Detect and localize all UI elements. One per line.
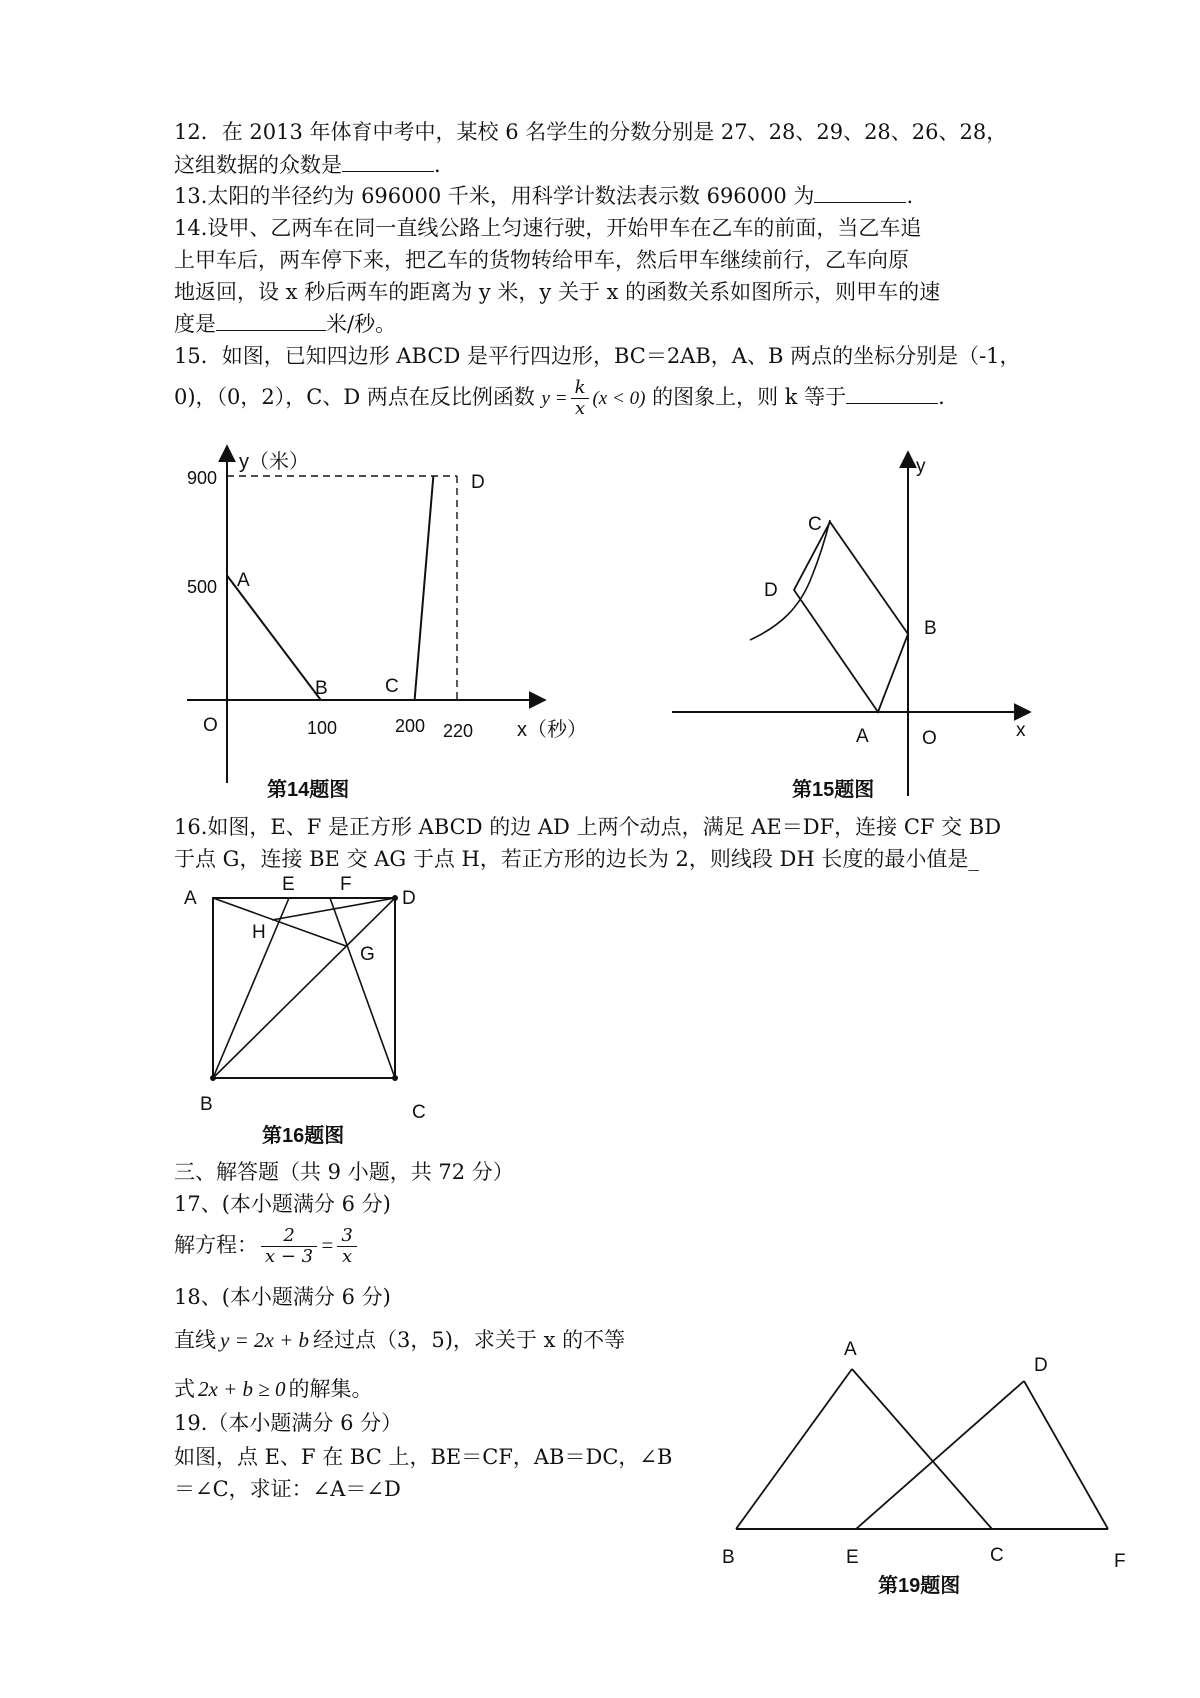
q15-frac-den: x	[571, 398, 590, 419]
q14-answer-blank[interactable]	[216, 310, 326, 331]
fig16-label-H: H	[252, 922, 266, 943]
fig16-label-E: E	[282, 874, 295, 895]
q12-line2-text: 这组数据的众数是	[174, 153, 342, 177]
fig14-point-D: D	[471, 472, 485, 493]
fig14-tick-900: 900	[187, 468, 218, 488]
fig16-BE	[213, 898, 289, 1078]
fig19-label-B: B	[722, 1547, 735, 1568]
q15-fraction	[571, 378, 590, 419]
q13-text: 13.太阳的半径约为 696000 千米，用科学计数法表示数 696000 为	[174, 184, 815, 208]
fig14-point-A: A	[237, 570, 250, 591]
figure-15	[670, 448, 1055, 808]
q17-prefix: 解方程：	[174, 1233, 258, 1257]
q17-left-fraction	[261, 1226, 317, 1267]
fig19-AB	[736, 1369, 852, 1529]
fig16-label-A: A	[184, 888, 197, 909]
fig14-caption: 第14题图	[267, 779, 350, 801]
q13-end: .	[906, 184, 914, 208]
q15-line2	[174, 378, 945, 419]
fig19-label-E: E	[846, 1547, 859, 1568]
q15-line2-text: 0)，（0，2），C、D 两点在反比例函数	[174, 385, 535, 409]
fig19-AC	[852, 1369, 992, 1529]
q18-l2a: 式	[174, 1377, 195, 1401]
q18-eq2: 2x + b ≥ 0	[198, 1377, 286, 1401]
figure-16	[180, 868, 460, 1153]
q13-answer-blank[interactable]	[814, 182, 906, 203]
q18-header: 18、(本小题满分 6 分)	[174, 1285, 391, 1309]
q14-line4	[174, 310, 396, 338]
fig16-label-B: B	[200, 1094, 213, 1115]
q16-line2: 于点 G，连接 BE 交 AG 于点 H，若正方形的边长为 2，则线段 DH 长度的最小值是_	[174, 847, 979, 871]
q13-line	[174, 182, 913, 210]
fig15-hyperbola	[750, 520, 830, 640]
fig16-AG	[213, 898, 346, 946]
fig16-point-B-dot	[210, 1075, 216, 1081]
q19-line1: 如图，点 E、F 在 BC 上，BE＝CF，AB＝DC，∠B	[174, 1445, 673, 1469]
fig14-x-axis-label: x（秒）	[517, 719, 587, 741]
q17-right-den: x	[337, 1246, 356, 1267]
q19-header: 19.（本小题满分 6 分）	[174, 1411, 403, 1435]
q12-line1: 12．在 2013 年体育中考中，某校 6 名学生的分数分别是 27、28、29、28、26、28，	[174, 120, 1008, 144]
q17-header: 17、(本小题满分 6 分)	[174, 1192, 391, 1216]
q15-line2-rest: 的图象上，则 k 等于	[652, 385, 847, 409]
figure-14	[175, 438, 587, 813]
fig14-y-axis-label: y（米）	[239, 451, 309, 473]
fig15-label-x: x	[1016, 720, 1026, 741]
q17-right-num: 3	[341, 1225, 353, 1246]
q15-line1: 15．如图，已知四边形 ABCD 是平行四边形，BC＝2AB，A、B 两点的坐标分别是（-1，	[174, 344, 1021, 368]
q14-unit: 米/秒。	[326, 312, 397, 336]
q17-left-num: 2	[283, 1225, 295, 1246]
fig14-tick-200: 200	[395, 716, 426, 736]
fig14-tick-220: 220	[443, 721, 474, 741]
fig19-label-F: F	[1114, 1551, 1126, 1572]
q12-line2	[174, 151, 441, 179]
fig16-label-G: G	[360, 944, 375, 965]
q14-line4-text: 度是	[174, 312, 216, 336]
q14-line1: 14.设甲、乙两车在同一直线公路上匀速行驶，开始甲车在乙车的前面，当乙车追	[174, 216, 922, 240]
q17-equation	[174, 1226, 360, 1267]
fig14-segment-AB	[227, 576, 321, 701]
fig15-label-B: B	[924, 618, 937, 639]
fig16-caption: 第16题图	[262, 1125, 345, 1147]
fig16-label-F: F	[340, 874, 352, 895]
q15-answer-blank[interactable]	[846, 383, 938, 404]
q12-answer-blank[interactable]	[342, 151, 434, 172]
fig15-label-C: C	[808, 514, 822, 535]
q18-l1a: 直线	[174, 1328, 216, 1352]
section3-heading: 三、解答题（共 9 小题，共 72 分）	[174, 1160, 514, 1184]
fig16-point-C-dot	[392, 1075, 398, 1081]
fig19-caption: 第19题图	[878, 1575, 961, 1597]
fig19-label-D: D	[1034, 1355, 1048, 1376]
fig15-label-y: y	[916, 456, 926, 477]
q18-line1	[174, 1326, 625, 1354]
q18-line2	[174, 1375, 373, 1403]
q17-right-fraction	[337, 1226, 356, 1267]
fig14-tick-500: 500	[187, 577, 218, 597]
q14-line2: 上甲车后，两车停下来，把乙车的货物转给甲车，然后甲车继续前行，乙车向原	[174, 248, 909, 272]
fig14-segment-CD	[415, 476, 434, 700]
q19-line2: ＝∠C，求证：∠A＝∠D	[174, 1477, 401, 1501]
fig16-point-D-dot	[392, 895, 398, 901]
fig19-label-A: A	[844, 1339, 857, 1360]
q16-line1: 16.如图，E、F 是正方形 ABCD 的边 AD 上两个动点，满足 AE＝DF，连接 CF 交 BD	[174, 815, 1002, 839]
fig15-parallelogram	[794, 522, 908, 712]
fig15-label-A: A	[856, 726, 869, 747]
q15-end: .	[938, 385, 945, 409]
fig19-DF	[1024, 1381, 1108, 1529]
q18-eq1: y = 2x + b	[220, 1328, 309, 1352]
fig14-origin-label: O	[203, 715, 218, 736]
q18-l1b: 经过点（3，5)，求关于 x 的不等	[312, 1328, 626, 1352]
fig19-label-C: C	[990, 1545, 1004, 1566]
fig14-plot-lines	[227, 476, 433, 700]
fig14-point-C: C	[385, 676, 399, 697]
q15-frac-num: k	[574, 377, 586, 398]
q14-line3: 地返回，设 x 秒后两车的距离为 y 米，y 关于 x 的函数关系如图所示，则甲车的速	[174, 280, 941, 304]
q17-equals: =	[320, 1233, 335, 1257]
fig15-label-D: D	[764, 580, 778, 601]
q12-end: .	[434, 153, 441, 177]
fig16-CF	[330, 898, 395, 1078]
fig16-label-C: C	[412, 1102, 426, 1123]
figure-19	[708, 1325, 1138, 1615]
fig14-tick-100: 100	[307, 718, 338, 738]
fig15-label-O: O	[922, 728, 937, 749]
q15-eq-y: y =	[541, 388, 568, 409]
fig14-point-B: B	[315, 678, 328, 699]
q17-left-den: x − 3	[261, 1246, 317, 1267]
fig16-label-D: D	[402, 888, 416, 909]
fig15-caption: 第15题图	[792, 779, 875, 801]
fig16-BD	[213, 898, 395, 1078]
q15-eq-cond: (x < 0)	[592, 388, 646, 409]
q18-l2b: 的解集。	[288, 1377, 373, 1401]
